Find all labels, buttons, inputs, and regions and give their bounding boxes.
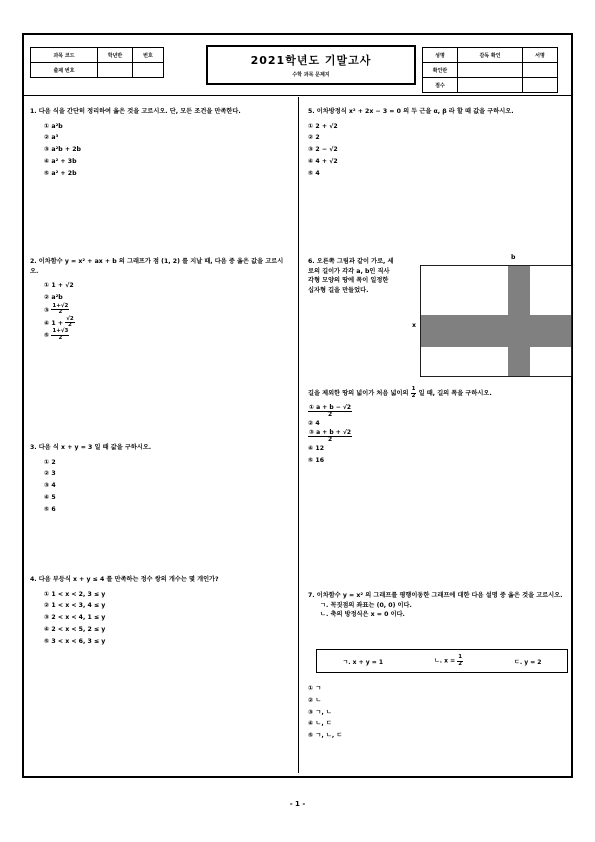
option-3[interactable]: ③ 2 < x < 4, 1 ≤ y — [44, 614, 106, 622]
left-col-b: 번호 — [133, 48, 164, 63]
question-5 — [308, 107, 570, 180]
left-blank-b — [133, 63, 164, 78]
option-2[interactable]: ② 2 — [308, 134, 320, 142]
option-3-label: ③ — [44, 306, 50, 314]
right-label-3: 점수 — [423, 78, 458, 93]
question-stem: 5. 이차방정식 x² + 2x − 3 = 0 의 두 근을 α, β 라 할 때 값을 구하시오. — [308, 108, 514, 115]
option-5[interactable]: ⑤ ㄱ, ㄴ, ㄷ — [308, 732, 343, 740]
option-3[interactable]: ③ 4 — [44, 482, 56, 490]
left-label-1: 과목 코드 — [31, 48, 98, 63]
option-2[interactable]: ② a²b — [44, 294, 63, 301]
question-2 — [30, 257, 290, 342]
sub-statement-2: ㄴ. 축의 방정식은 x = 0 이다. — [320, 611, 405, 619]
question-stem: 4. 다음 부등식 x + y ≤ 4 를 만족하는 정수 쌍의 개수는 몇 개인가? — [30, 576, 219, 583]
figure-label-b: b — [511, 254, 516, 261]
option-2[interactable]: ② a³ — [44, 134, 59, 142]
option-1[interactable]: ① 1 < x < 2, 3 ≤ y — [44, 590, 106, 598]
option-3[interactable]: ③ ㄱ, ㄴ — [308, 708, 332, 716]
right-col-a: 감독 확인 — [458, 48, 523, 63]
question-stem: 1. 다음 식을 간단히 정리하여 옳은 것을 고르시오. 단, 모든 조건을 만족한다. — [30, 108, 241, 115]
option-3[interactable] — [44, 304, 290, 317]
option-3[interactable]: ③ a²b + 2b — [44, 146, 81, 154]
option-1[interactable]: $\frac{\text{① a + b − √2}}{2}$ — [309, 404, 352, 418]
option-list — [308, 683, 570, 742]
box-item-2: ㄴ. x = $\frac{1}{2}$ — [433, 654, 463, 667]
exam-title: 2021학년도 기말고사 — [250, 54, 372, 67]
exam-header — [30, 43, 565, 93]
option-list — [30, 280, 290, 342]
option-4[interactable]: ④ 12 — [308, 445, 325, 453]
option-3[interactable]: $\frac{\text{③ a + b + √2}}{2}$ — [309, 429, 352, 444]
exam-sheet — [22, 33, 573, 778]
question-6-stem-block — [308, 257, 394, 295]
option-4[interactable]: ④ 2 < x < 5, 2 ≤ y — [44, 625, 106, 633]
option-1[interactable]: ① 2 — [44, 458, 56, 466]
option-list — [30, 121, 290, 180]
right-label-2: 확인란 — [423, 63, 458, 78]
option-1[interactable]: ① a²b — [44, 122, 63, 130]
stem-part-b: 길을 제외한 땅의 넓이가 처음 넓이의 — [308, 390, 411, 397]
sub-statement-1: ㄱ. 꼭짓점의 좌표는 (0, 0) 이다. — [320, 601, 412, 609]
option-list — [308, 405, 570, 467]
column-divider — [298, 97, 299, 773]
option-5[interactable]: ⑤ 3 < x < 6, 3 ≤ y — [44, 637, 106, 645]
question-stem: 6. 오른쪽 그림과 같이 가로, 세로의 길이가 각각 a, b인 직사각형 모양의 땅에 폭이 일정한 십자형 길을 만들었다. — [308, 258, 394, 294]
option-5[interactable] — [44, 329, 290, 342]
left-info-table — [30, 47, 164, 78]
option-4[interactable]: ④ 4 + √2 — [308, 157, 338, 165]
left-label-2: 출제 번호 — [31, 63, 98, 78]
right-blank-a — [458, 63, 523, 78]
option-4-label: ④ 1 + — [44, 319, 66, 327]
right-info-table — [422, 47, 558, 93]
left-col-a: 학년반 — [98, 48, 133, 63]
question-7-options — [308, 679, 570, 742]
page-number: - 1 - — [289, 800, 306, 808]
option-1[interactable]: ① ㄱ — [308, 685, 322, 692]
option-5[interactable]: ⑤ 4 — [308, 169, 320, 177]
question-stem: 3. 다음 식 x + y = 3 일 때 값을 구하시오. — [30, 444, 152, 451]
option-list — [308, 121, 570, 180]
option-2[interactable]: ② 1 < x < 3, 4 ≤ y — [44, 602, 106, 610]
option-5[interactable]: ⑤ 16 — [308, 457, 325, 465]
right-blank-c — [458, 78, 523, 93]
option-4-fraction: $\frac{√2}{2}$ — [66, 315, 74, 329]
horizontal-road — [420, 315, 572, 347]
exam-title-box — [206, 45, 416, 85]
option-2[interactable]: ② 3 — [44, 470, 56, 478]
condition-box — [316, 649, 568, 673]
option-3-fraction: $\frac{1+√2}{2}$ — [52, 302, 69, 316]
question-stem: 2. 이차함수 y = x² + ax + b 의 그래프가 점 (1, 2) 를 지날 때, 다음 중 옳은 값을 고르시오. — [30, 258, 284, 275]
question-stem: 7. 이차함수 y = x² 의 그래프를 평행이동한 그래프에 대한 다음 설명 중 옳은 것을 고르시오. — [308, 592, 563, 599]
option-1[interactable]: ① 1 + √2 — [44, 282, 74, 290]
option-4[interactable] — [44, 317, 290, 330]
left-blank-a — [98, 63, 133, 78]
right-label-1: 성명 — [423, 48, 458, 63]
question-7 — [308, 591, 570, 620]
option-5[interactable]: ⑤ 6 — [44, 505, 56, 513]
question-stem-continued — [308, 387, 570, 399]
right-blank-b — [523, 63, 558, 78]
option-list — [30, 589, 292, 648]
option-5-fraction: $\frac{1+√3}{2}$ — [52, 328, 69, 341]
header-divider — [24, 95, 571, 96]
exam-subtitle: 수학 과목 문제지 — [292, 72, 330, 78]
option-3[interactable]: ③ 2 − √2 — [308, 146, 338, 154]
option-4[interactable]: ④ 5 — [44, 493, 56, 501]
box-item-1: ㄱ. x + y = 1 — [342, 658, 384, 666]
option-4[interactable]: ④ ㄴ, ㄷ — [308, 720, 332, 728]
right-blank-d — [523, 78, 558, 93]
figure-label-x: x — [412, 322, 416, 329]
cross-road-figure — [420, 265, 572, 377]
box-item-3: ㄷ. y = 2 — [514, 658, 542, 666]
option-list — [30, 457, 290, 516]
option-4[interactable]: ④ a² + 3b — [44, 157, 77, 165]
question-4 — [30, 575, 292, 648]
option-1[interactable]: ① 2 + √2 — [308, 122, 338, 130]
option-5-label: ⑤ — [44, 332, 50, 340]
stem-part-c: 일 때, 길의 폭을 구하시오. — [418, 390, 492, 397]
right-col-b: 서명 — [523, 48, 558, 63]
question-1 — [30, 107, 290, 180]
question-3 — [30, 443, 290, 516]
stem-fraction: $\frac{1}{2}$ — [411, 386, 416, 399]
option-2[interactable]: ② 4 — [308, 420, 320, 428]
option-5[interactable]: ⑤ a² + 2b — [44, 169, 77, 177]
option-2[interactable]: ② ㄴ — [308, 696, 322, 704]
question-6 — [308, 387, 570, 467]
